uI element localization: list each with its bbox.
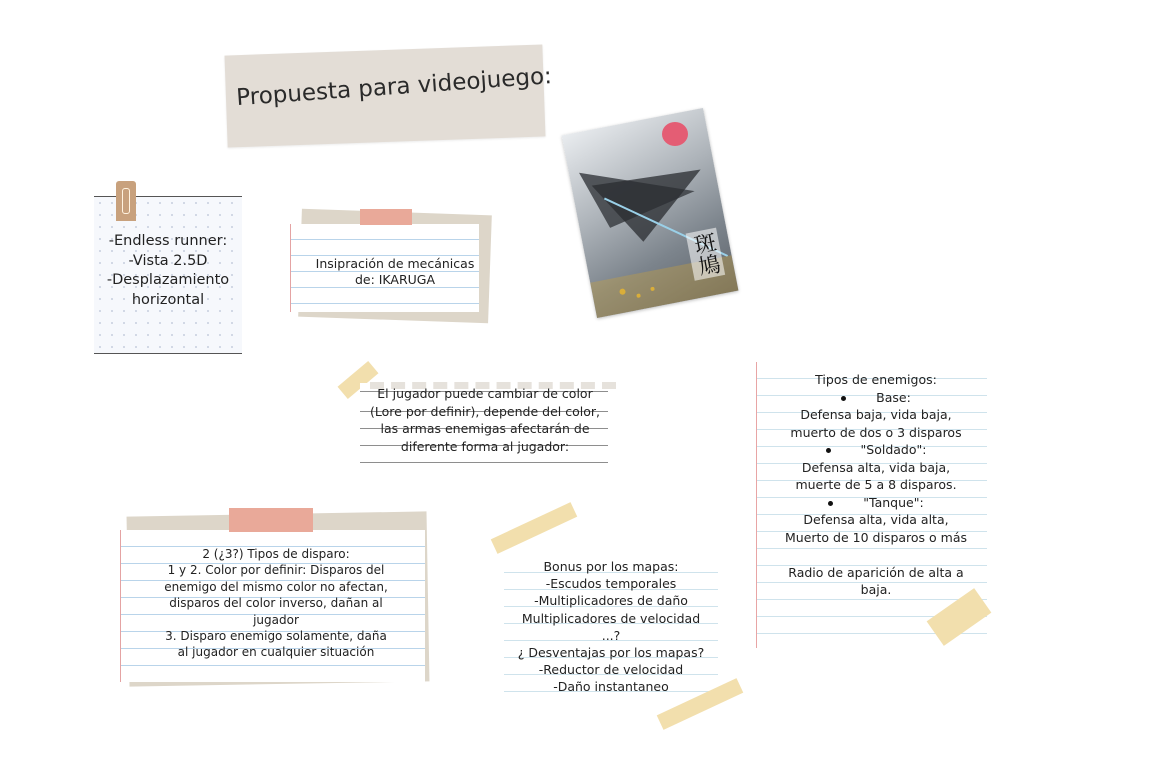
note-line: Bonus por los mapas: xyxy=(543,559,679,574)
note-line: -Escudos temporales xyxy=(545,576,677,592)
note-line: 1 y 2. Color por definir: Disparos del xyxy=(167,563,385,578)
enemies-heading: Tipos de enemigos: xyxy=(815,372,937,387)
note-line: jugador xyxy=(253,612,299,627)
note-line: de: IKARUGA xyxy=(354,272,436,287)
note-line: ...? xyxy=(601,627,621,643)
note-line: Insipración de mecánicas xyxy=(315,256,475,271)
note-line: disparos del color inverso, dañan al xyxy=(169,596,383,611)
note-color-text xyxy=(360,385,610,455)
page-title: Propuesta para videojuego: xyxy=(235,63,553,112)
enemies-footer: Radio de aparición de alta a xyxy=(788,564,964,580)
enemy-type-desc: muerto de dos o 3 disparos xyxy=(790,424,962,440)
enemy-type-desc: muerte de 5 a 8 disparos. xyxy=(795,477,957,492)
note-shots-text xyxy=(140,546,412,661)
note-line: -Endless runner: xyxy=(108,233,228,249)
ship-illustration-icon xyxy=(562,108,739,318)
pushpin-icon xyxy=(662,122,688,146)
note-line: horizontal xyxy=(131,291,205,308)
tape-strip xyxy=(229,508,313,532)
note-line: -Desplazamiento xyxy=(106,272,230,288)
enemy-type-desc: Defensa alta, vida baja, xyxy=(801,459,951,475)
paperclip-icon xyxy=(116,181,136,221)
note-line: -Vista 2.5D xyxy=(128,252,208,269)
note-line: 3. Disparo enemigo solamente, daña xyxy=(165,629,387,644)
note-line: diferente forma al jugador: xyxy=(400,438,570,454)
note-enemies-text xyxy=(764,371,988,599)
note-line: 2 (¿3?) Tipos de disparo: xyxy=(202,547,350,561)
note-line: El jugador puede cambiar de color xyxy=(377,386,593,401)
enemies-footer: baja. xyxy=(860,582,892,597)
tape-strip xyxy=(491,502,578,554)
note-line: -Daño instantaneo xyxy=(553,679,669,695)
note-line: (Lore por definir), depende del color, xyxy=(370,403,600,419)
note-inspiration-text xyxy=(300,256,490,288)
note-features-text xyxy=(96,232,240,310)
tape-strip xyxy=(360,209,412,225)
ikaruga-cover-image xyxy=(562,108,739,318)
note-line: al jugador en cualquier situación xyxy=(177,645,375,660)
bullet-icon xyxy=(828,501,833,506)
note-line: Multiplicadores de velocidad xyxy=(521,610,701,626)
enemy-type-item: "Soldado": xyxy=(764,441,988,459)
note-line: -Multiplicadores de daño xyxy=(534,593,688,609)
enemy-type-item: Base: xyxy=(764,389,988,407)
enemy-type-desc: Muerto de 10 disparos o más xyxy=(784,529,968,545)
note-line: enemigo del mismo color no afectan, xyxy=(164,579,388,594)
note-bonus-text xyxy=(504,558,718,696)
note-line: -Reductor de velocidad xyxy=(538,662,684,678)
enemy-type-desc: Defensa alta, vida alta, xyxy=(803,512,949,527)
enemy-type-item: "Tanque": xyxy=(764,494,988,512)
note-line: ¿ Desventajas por los mapas? xyxy=(517,645,705,661)
ikaruga-kanji: 斑鳩 xyxy=(686,228,726,281)
bullet-icon xyxy=(841,396,846,401)
bullet-icon xyxy=(826,448,831,453)
enemy-type-desc: Defensa baja, vida baja, xyxy=(800,407,952,422)
note-line: las armas enemigas afectarán de xyxy=(380,421,590,436)
